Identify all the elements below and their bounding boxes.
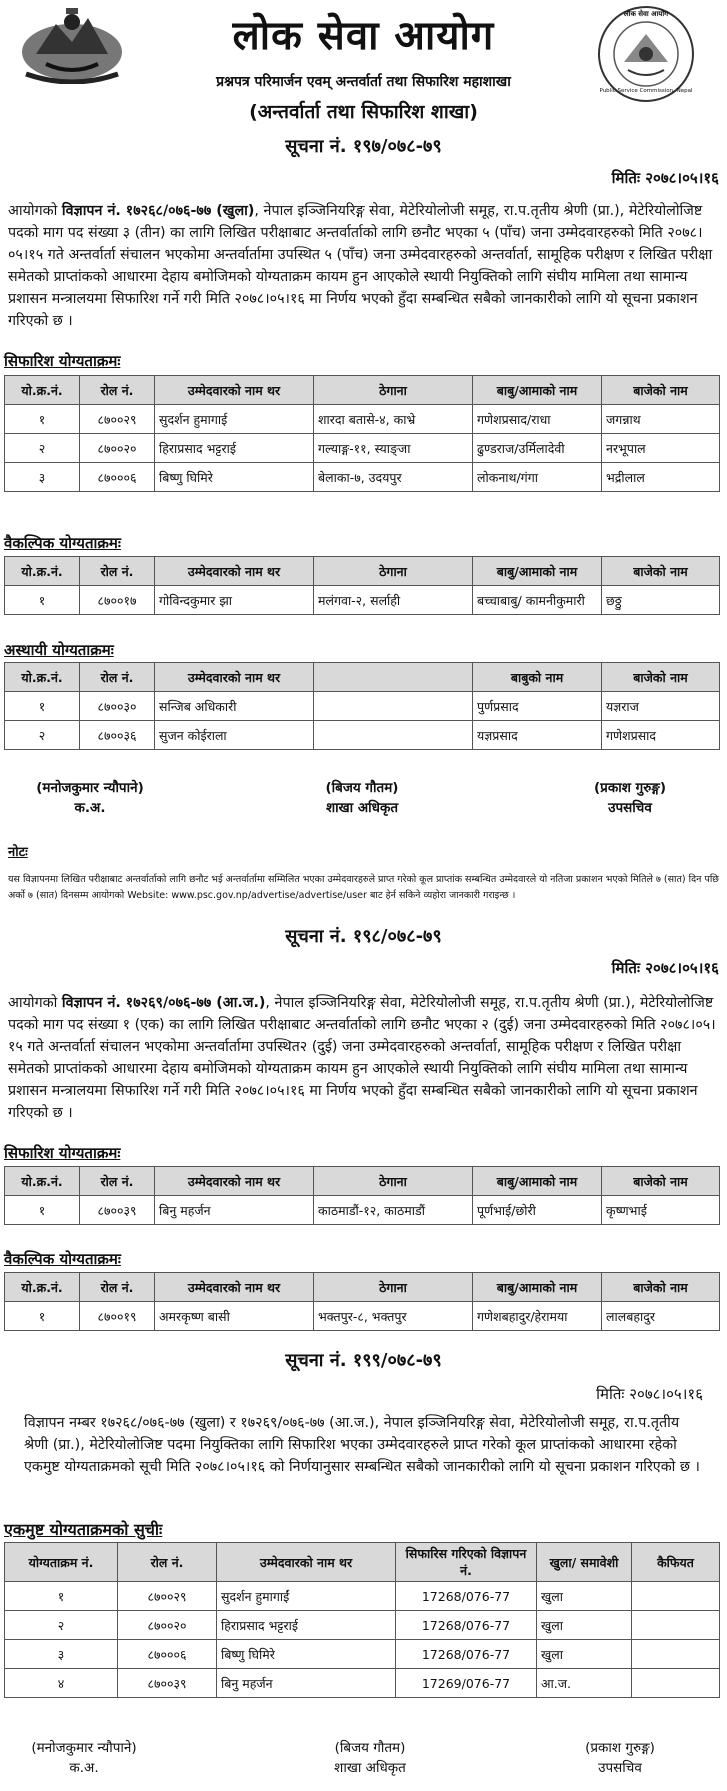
- table-cell: बेलाका-७, उदयपुर: [314, 463, 473, 492]
- table-cell: यज्ञप्रसाद: [473, 721, 602, 750]
- table-cell: भक्तपुर-८, भक्तपुर: [314, 1302, 473, 1331]
- table-cell: [314, 692, 473, 721]
- table-cell: बिष्णु घिमिरे: [155, 463, 314, 492]
- merit-list-heading: एकमुष्ट योग्यताक्रमको सुचीः: [4, 1520, 163, 1539]
- col-header: यो.क्र.नं.: [5, 663, 80, 692]
- para-prefix: आयोगको: [8, 203, 62, 219]
- table-row: [5, 1196, 720, 1225]
- col-header: योग्यताक्रम नं.: [5, 1543, 118, 1582]
- table-cell: बच्चाबाबु/ कामनीकुमारी: [473, 586, 602, 615]
- table-row: [5, 586, 720, 615]
- table-row: [5, 1582, 720, 1611]
- col-header: उम्मेदवारको नाम थर: [155, 1167, 314, 1196]
- table-cell: नरभूपाल: [602, 434, 720, 463]
- col-header: रोल नं.: [80, 1273, 155, 1302]
- table-cell: बिनु महर्जन: [155, 1196, 314, 1225]
- table-cell: हिराप्रसाद भट्टराई: [217, 1611, 396, 1640]
- note-heading: नोटः: [8, 845, 28, 860]
- advert-number: विज्ञापन नं. १७२६८/०७६-७७ (खुला): [61, 203, 255, 219]
- advert-number: विज्ञापन नं. १७२६९/०७६-७७ (आ.ज.): [61, 995, 266, 1011]
- col-header: उम्मेदवारको नाम थर: [155, 557, 314, 586]
- col-header: खुला/ समावेशी: [537, 1543, 632, 1582]
- notice-number-1: सूचना नं. १९७/०७८-७९: [285, 136, 442, 157]
- signatory-name: (प्रकाश गुरुङ्ग): [585, 1740, 655, 1756]
- signatory-name: (मनोजकुमार न्यौपाने): [36, 780, 144, 796]
- signatory-role: शाखा अधिकृत: [334, 1760, 406, 1776]
- signatory-name: (प्रकाश गुरुङ्ग): [594, 780, 666, 796]
- branch-name: (अन्तर्वार्ता तथा सिफारिश शाखा): [249, 101, 478, 123]
- alternate-heading-1: वैकल्पिक योग्यताक्रमः: [4, 534, 121, 552]
- table-row: [5, 405, 720, 434]
- table-cell: [632, 1640, 720, 1669]
- col-header: बाजेको नाम: [602, 557, 720, 586]
- table-cell: सुदर्शन हुमागाईं: [217, 1582, 396, 1611]
- table-cell: ढुण्डराज/उर्मिलादेवी: [473, 434, 602, 463]
- table-cell: सुदर्शन हुमागाई: [155, 405, 314, 434]
- table-cell: १: [5, 1196, 80, 1225]
- signatory-2: [270, 1738, 470, 1778]
- temporary-table-1: [4, 662, 720, 750]
- table-cell: ८७०००६: [118, 1640, 217, 1669]
- table-cell: ८७००२०: [80, 434, 155, 463]
- col-header: बाजेको नाम: [602, 663, 720, 692]
- col-header: [314, 663, 473, 692]
- signatory-2: [262, 778, 462, 818]
- seal-caption-bottom: Public Service Commission, Nepal: [599, 88, 693, 94]
- table-cell: १: [5, 1302, 80, 1331]
- notice-number-3: सूचना नं. १९९/०७८-७९: [285, 1350, 442, 1371]
- table-cell: 17268/076-77: [396, 1582, 537, 1611]
- temporary-heading-1: अस्थायी योग्यताक्रमः: [4, 641, 114, 659]
- table-row: [5, 463, 720, 492]
- notice-date-3: मितिः २०७८।०५।१६: [596, 1385, 703, 1403]
- table-cell: शारदा बतासे-४, काभ्रे: [314, 405, 473, 434]
- table-cell: खुला: [537, 1611, 632, 1640]
- table-cell: खुला: [537, 1582, 632, 1611]
- table-cell: ३: [5, 463, 80, 492]
- signatory-role: क.अ.: [69, 1760, 99, 1776]
- para-prefix: आयोगको: [8, 995, 62, 1011]
- col-header: ठेगाना: [314, 1167, 473, 1196]
- table-row: [5, 1669, 720, 1698]
- table-row: [5, 1640, 720, 1669]
- table-cell: बिष्णु घिमिरे: [217, 1640, 396, 1669]
- col-header: उम्मेदवारको नाम थर: [155, 376, 314, 405]
- notice-paragraph-1: [8, 200, 716, 332]
- table-cell: 17268/076-77: [396, 1611, 537, 1640]
- col-header: यो.क्र.नं.: [5, 376, 80, 405]
- alternate-heading-2: वैकल्पिक योग्यताक्रमः: [4, 1250, 121, 1268]
- alternate-table-1: [4, 556, 720, 615]
- table-cell: ८७०००६: [80, 463, 155, 492]
- table-cell: ८७००३६: [80, 721, 155, 750]
- para-body: , नेपाल इञ्जिनियरिङ्ग सेवा, मेटेरियोलोजी समूह, रा.प.तृतीय श्रेणी (प्रा.), मेटेरियोलोजिष्ट पदको माग पद संख्या ३ (तीन) का लागि लिखित परीक्षाबाट अन्तर्वार्ताको लागि छनौट भएका ५ (पाँच) जना उम्मेदवारहरुको मिति २०७८।०५।१५ गते अन्तर्वार्ता संचालन भएकोमा अन्तर्वार्तामा उपस्थित ५ (पाँच) जना उम्मेदवारहरुको अन्तर्वार्ता, सामूहिक परीक्षण र लिखित परीक्षा समेतको प्राप्तांकको आधारमा देहाय बमोजिमको योग्यताक्रम कायम हुन आएकोले स्थायी नियुक्तिको लागि संघीय मामिला तथा सामान्य प्रशासन मन्त्रालयमा सिफारिश गर्ने गरी मिति २०७८।०५।१६ मा निर्णय भएको हुँदा सम्बन्धित सबैको जानकारीको लागि यो सूचना प्रकाशन गरिएको छ ।: [8, 203, 713, 329]
- table-cell: १: [5, 692, 80, 721]
- table-row: [5, 1302, 720, 1331]
- col-header: बाबु/आमाको नाम: [473, 1273, 602, 1302]
- table-cell: १: [5, 405, 80, 434]
- col-header: रोल नं.: [80, 1167, 155, 1196]
- table-cell: काठमाडौं-१२, काठमाडौं: [314, 1196, 473, 1225]
- table-cell: 17268/076-77: [396, 1640, 537, 1669]
- table-cell: १: [5, 1582, 118, 1611]
- col-header: यो.क्र.नं.: [5, 1273, 80, 1302]
- col-header: रोल नं.: [118, 1543, 217, 1582]
- col-header: ठेगाना: [314, 1273, 473, 1302]
- table-cell: ३: [5, 1640, 118, 1669]
- table-cell: कृष्णभाई: [602, 1196, 720, 1225]
- notice-number-2: सूचना नं. १९८/०७८-७९: [285, 926, 442, 947]
- col-header: रोल नं.: [80, 663, 155, 692]
- table-cell: लोकनाथ/गंगा: [473, 463, 602, 492]
- table-cell: [632, 1669, 720, 1698]
- seal-caption-top: लोक सेवा आयोग: [623, 10, 669, 18]
- table-cell: १: [5, 586, 80, 615]
- recommended-table-1: [4, 375, 720, 492]
- notice-date-1: मितिः २०७८।०५।१६: [611, 169, 719, 187]
- table-cell: गणेशप्रसाद/राधा: [473, 405, 602, 434]
- table-cell: ८७००२९: [118, 1582, 217, 1611]
- note-text: यस विज्ञापनमा लिखित परीक्षाबाट अन्तर्वार्ताको लागि छनौट भई अन्तर्वार्तामा सम्मिलित भएका उम्मेदवारहरुले प्राप्त गरेको कूल प्राप्तांक सम्बन्धित उम्मेदवारले यो नतिजा प्रकाशन भएको मितिले ७ (सात) दिन पछि अर्को ७ (सात) दिनसम्म आयोगको Website: www.psc.gov.np/advertise/advertise/user बाट हेर्न सकिने व्यहोरा जानकारी गराइन्छ ।: [8, 874, 719, 901]
- table-cell: ८७००२०: [118, 1611, 217, 1640]
- signatory-role: उपसचिव: [598, 1760, 642, 1776]
- table-cell: [632, 1582, 720, 1611]
- table-row: [5, 434, 720, 463]
- table-cell: ८७००२९: [80, 405, 155, 434]
- table-row: [5, 1611, 720, 1640]
- col-header: उम्मेदवारको नाम थर: [155, 1273, 314, 1302]
- col-header: बाबु/आमाको नाम: [473, 376, 602, 405]
- table-cell: सन्जिब अधिकारी: [155, 692, 314, 721]
- table-cell: आ.ज.: [537, 1669, 632, 1698]
- merit-list-table: [4, 1542, 720, 1698]
- table-cell: २: [5, 1611, 118, 1640]
- col-header: बाजेको नाम: [602, 1167, 720, 1196]
- recommended-heading-2: सिफारिश योग्यताक्रमः: [4, 1144, 121, 1162]
- signatory-1: [0, 778, 190, 818]
- notice-date-2: मितिः २०७८।०५।१६: [611, 959, 719, 977]
- table-cell: अमरकृष्ण बासी: [155, 1302, 314, 1331]
- table-cell: ८७००३९: [118, 1669, 217, 1698]
- table-row: [5, 721, 720, 750]
- table-cell: ८७००३९: [80, 1196, 155, 1225]
- para-body: , नेपाल इञ्जिनियरिङ्ग सेवा, मेटेरियोलोजी समूह, रा.प.तृतीय श्रेणी (प्रा.), मेटेरियोलोजिष्ट पदको माग पद संख्या १ (एक) का लागि लिखित परीक्षाबाट अन्तर्वार्ताको लागि छनौट भएका २ (दुई) जना उम्मेदवारहरुको मिति २०७८।०५।१५ गते अन्तर्वार्ता संचालन भएकोमा अन्तर्वार्तामा उपस्थित२ (दुई) जना उम्मेदवारहरुको अन्तर्वार्ता, सामूहिक परीक्षण र लिखित परीक्षा समेतको प्राप्तांकको आधारमा देहाय बमोजिमको योग्यताक्रम कायम हुन आएकोले स्थायी नियुक्तिको लागि संघीय मामिला तथा सामान्य प्रशासन मन्त्रालयमा सिफारिश गर्ने गरी मिति २०७८।०५।१६ मा निर्णय भएको हुँदा सम्बन्धित सबैको जानकारीको लागि यो सूचना प्रकाशन गरिएको छ ।: [8, 995, 716, 1121]
- table-cell: [632, 1611, 720, 1640]
- col-header: उम्मेदवारको नाम थर: [155, 663, 314, 692]
- table-cell: ४: [5, 1669, 118, 1698]
- recommended-table-2: [4, 1166, 720, 1225]
- table-cell: जगन्नाथ: [602, 405, 720, 434]
- notice-paragraph-3: विज्ञापन नम्बर १७२६८/०७६-७७ (खुला) र १७२६९/०७६-७७ (आ.ज.), नेपाल इञ्जिनियरिङ्ग सेवा, मेटेरियोलोजी समूह, रा.प.तृतीय श्रेणी (प्रा.), मेटेरियोलोजिष्ट पदमा नियुक्तिका लागि सिफारिश भएका उम्मेदवारहरुले प्राप्त गरेको कूल प्राप्तांकको आधारमा रहेको एकमुष्ट योग्यताक्रमको सूची मिति २०७८।०५।१६ को निर्णयानुसार सम्बन्धित सबैको जानकारीको लागि यो सूचना प्रकाशन गरिएको छ ।: [24, 1415, 700, 1475]
- table-cell: ८७००१९: [80, 1302, 155, 1331]
- notice-paragraph-2: [8, 992, 716, 1124]
- col-header: उम्मेदवारको नाम थर: [217, 1543, 396, 1582]
- signatory-1: [0, 1738, 184, 1778]
- col-header: ठेगाना: [314, 376, 473, 405]
- signatory-name: (बिजय गौतम): [325, 780, 399, 796]
- col-header: रोल नं.: [80, 557, 155, 586]
- col-header: बाजेको नाम: [602, 1273, 720, 1302]
- table-cell: हिराप्रसाद भट्टराई: [155, 434, 314, 463]
- col-header: यो.क्र.नं.: [5, 557, 80, 586]
- table-cell: लालबहादुर: [602, 1302, 720, 1331]
- table-cell: पुर्णप्रसाद: [473, 692, 602, 721]
- page-subtitle: प्रश्नपत्र परिमार्जन एवम् अन्तर्वार्ता तथा सिफारिश महाशाखा: [216, 74, 511, 90]
- table-cell: २: [5, 721, 80, 750]
- signatory-role: क.अ.: [74, 800, 106, 816]
- col-header: कैफियत: [632, 1543, 720, 1582]
- col-header: सिफारिस गरिएको विज्ञापन नं.: [396, 1543, 537, 1582]
- table-cell: छठ्ठु: [602, 586, 720, 615]
- col-header: रोल नं.: [80, 376, 155, 405]
- table-cell: २: [5, 434, 80, 463]
- table-cell: खुला: [537, 1640, 632, 1669]
- col-header: बाबु/आमाको नाम: [473, 557, 602, 586]
- signatory-role: उपसचिव: [608, 800, 652, 816]
- table-cell: गोविन्दकुमार झा: [155, 586, 314, 615]
- page-title: लोक सेवा आयोग: [232, 13, 495, 59]
- table-cell: पूर्णभाई/छोरी: [473, 1196, 602, 1225]
- table-cell: ८७००३०: [80, 692, 155, 721]
- table-cell: गल्याङ्ग-११, स्याङ्जा: [314, 434, 473, 463]
- signatory-name: (मनोजकुमार न्यौपाने): [31, 1740, 137, 1756]
- table-row: [5, 692, 720, 721]
- recommended-heading-1: सिफारिश योग्यताक्रमः: [4, 352, 121, 370]
- table-cell: 17269/076-77: [396, 1669, 537, 1698]
- signatory-3: [530, 778, 727, 818]
- table-cell: भद्रीलाल: [602, 463, 720, 492]
- table-cell: गणेशप्रसाद: [602, 721, 720, 750]
- table-cell: गणेशबहादुर/हेरामया: [473, 1302, 602, 1331]
- table-cell: मलंगवा-२, सर्लाही: [314, 586, 473, 615]
- col-header: बाबु/आमाको नाम: [473, 1167, 602, 1196]
- col-header: यो.क्र.नं.: [5, 1167, 80, 1196]
- table-cell: ८७००१७: [80, 586, 155, 615]
- table-cell: [314, 721, 473, 750]
- table-cell: सुजन कोईराला: [155, 721, 314, 750]
- signatory-role: शाखा अधिकृत: [325, 800, 399, 816]
- col-header: बाबुको नाम: [473, 663, 602, 692]
- table-cell: यज्ञराज: [602, 692, 720, 721]
- alternate-table-2: [4, 1272, 720, 1331]
- col-header: बाजेको नाम: [602, 376, 720, 405]
- table-cell: बिनु महर्जन: [217, 1669, 396, 1698]
- col-header: ठेगाना: [314, 557, 473, 586]
- signatory-3: [520, 1738, 720, 1778]
- signatory-name: (बिजय गौतम): [334, 1740, 406, 1756]
